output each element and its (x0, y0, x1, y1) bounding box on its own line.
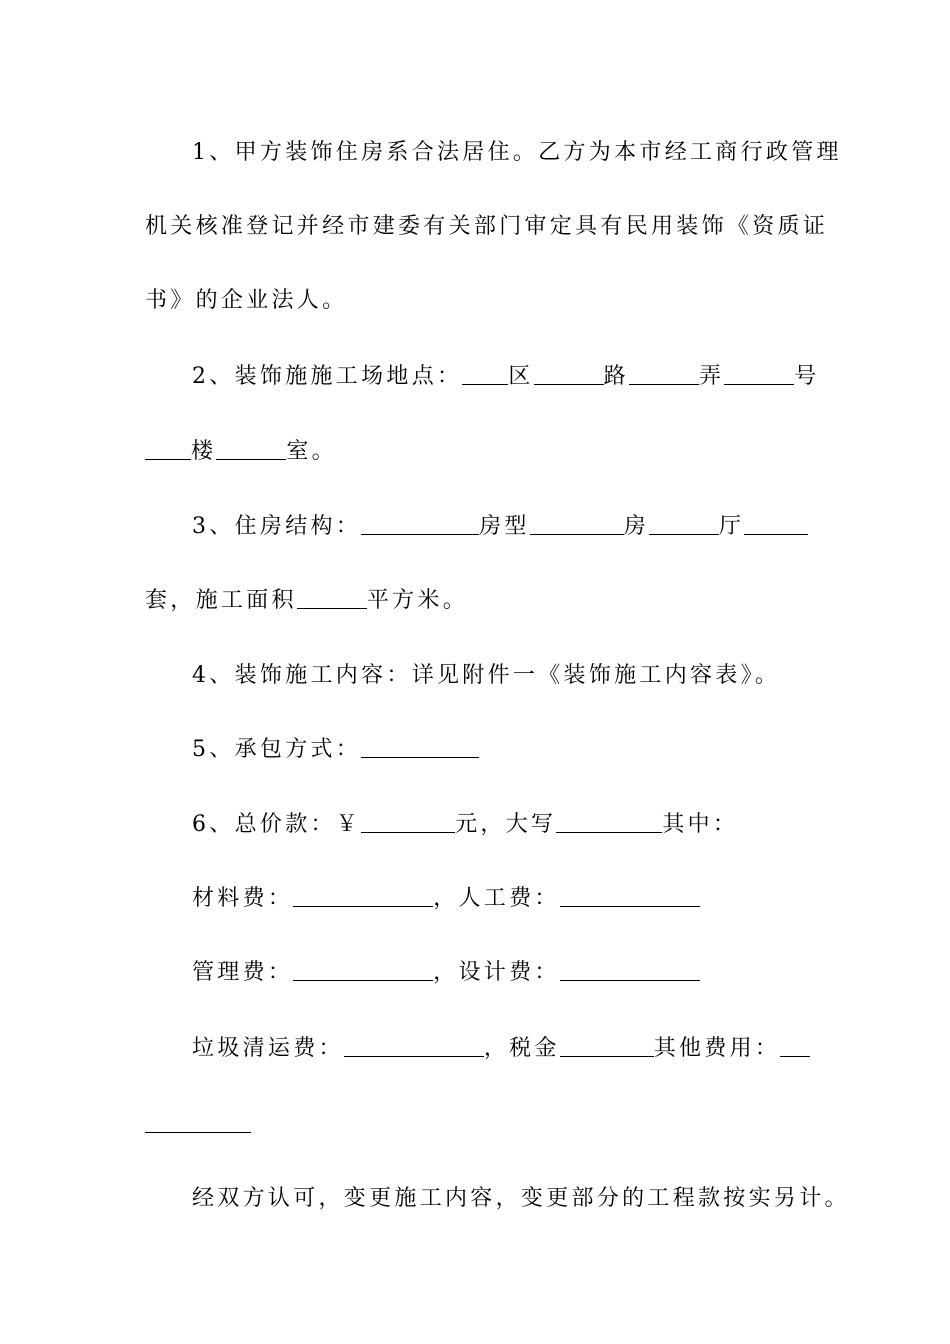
building-label: 楼 (191, 439, 217, 464)
waste-removal-label: 垃圾清运费： (192, 1036, 344, 1061)
area-blank[interactable] (297, 607, 367, 609)
district-blank[interactable] (462, 383, 508, 385)
clause-1-text-2: 机关核准登记并经市建委有关部门审定具有民用装饰《资质证 (145, 214, 829, 239)
total-price-blank[interactable] (361, 831, 455, 833)
management-blank[interactable] (293, 979, 433, 981)
clause-3-label: 3、住房结构： (192, 514, 362, 539)
clause-3-line-1 (192, 512, 810, 542)
clause-1-line-1 (192, 138, 842, 168)
other-fees-line (192, 1034, 810, 1064)
clause-3-line-2 (145, 586, 810, 616)
tax-blank[interactable] (560, 1055, 654, 1057)
clause-1-line-2 (145, 212, 829, 242)
materials-blank[interactable] (293, 905, 433, 907)
contract-method-label: 5、承包方式： (192, 737, 362, 762)
house-type-label: 房型 (479, 514, 530, 539)
district-label: 区 (508, 364, 534, 389)
capital-amount-label: 元，大写 (455, 812, 557, 837)
road-label: 路 (603, 364, 629, 389)
management-line (192, 958, 810, 988)
total-price-label: 6、总价款：￥ (192, 812, 362, 837)
halls-blank[interactable] (744, 533, 808, 535)
clause-2-line-1 (192, 362, 820, 392)
structure-blank[interactable] (361, 533, 479, 535)
design-blank[interactable] (560, 979, 700, 981)
capital-amount-blank[interactable] (556, 831, 662, 833)
labor-blank[interactable] (560, 905, 700, 907)
other-fees-label: 其他费用： (653, 1036, 781, 1061)
halls-label: 厅 (719, 514, 745, 539)
other-fees-blank[interactable] (780, 1055, 810, 1057)
change-note-text: 经双方认可，变更施工内容，变更部分的工程款按实另计。 (192, 1186, 850, 1211)
rooms-label: 房 (623, 514, 650, 539)
lane-blank[interactable] (629, 383, 699, 385)
building-blank[interactable] (145, 458, 191, 460)
clause-1-text-1: 1、甲方装饰住房系合法居住。乙方为本市经工商行政管理 (192, 140, 842, 165)
waste-removal-blank[interactable] (344, 1055, 484, 1057)
clause-1-line-3 (145, 286, 810, 316)
room-blank[interactable] (216, 458, 286, 460)
number-label: 号 (794, 364, 820, 389)
contract-method-blank[interactable] (361, 756, 479, 758)
clause-5-line (192, 735, 810, 765)
change-note-line (192, 1184, 850, 1214)
clause-4-text: 4、装饰施工内容：详见附件一《装饰施工内容表》。 (192, 663, 781, 688)
management-label: 管理费： (192, 960, 294, 985)
tax-label: ，税金 (483, 1036, 560, 1061)
house-type-blank[interactable] (530, 533, 624, 535)
labor-label: ，人工费： (433, 886, 560, 911)
clause-2-line-2 (145, 437, 810, 467)
rooms-blank[interactable] (649, 533, 719, 535)
room-label: 室。 (286, 439, 337, 464)
other-fees-blank-continued[interactable] (145, 1132, 251, 1133)
materials-line (192, 884, 810, 914)
area-label: 套，施工面积 (145, 588, 297, 613)
clause-2-label: 2、装饰施施工场地点： (192, 364, 463, 389)
number-blank[interactable] (724, 383, 794, 385)
materials-label: 材料费： (192, 886, 294, 911)
area-unit: 平方米。 (366, 588, 469, 613)
clause-6-line (192, 810, 810, 840)
clause-1-text-3: 书》的企业法人。 (145, 288, 348, 313)
road-blank[interactable] (534, 383, 604, 385)
lane-label: 弄 (698, 364, 725, 389)
breakdown-label: 其中： (662, 812, 739, 837)
design-label: ，设计费： (433, 960, 560, 985)
clause-4-line (192, 661, 810, 691)
